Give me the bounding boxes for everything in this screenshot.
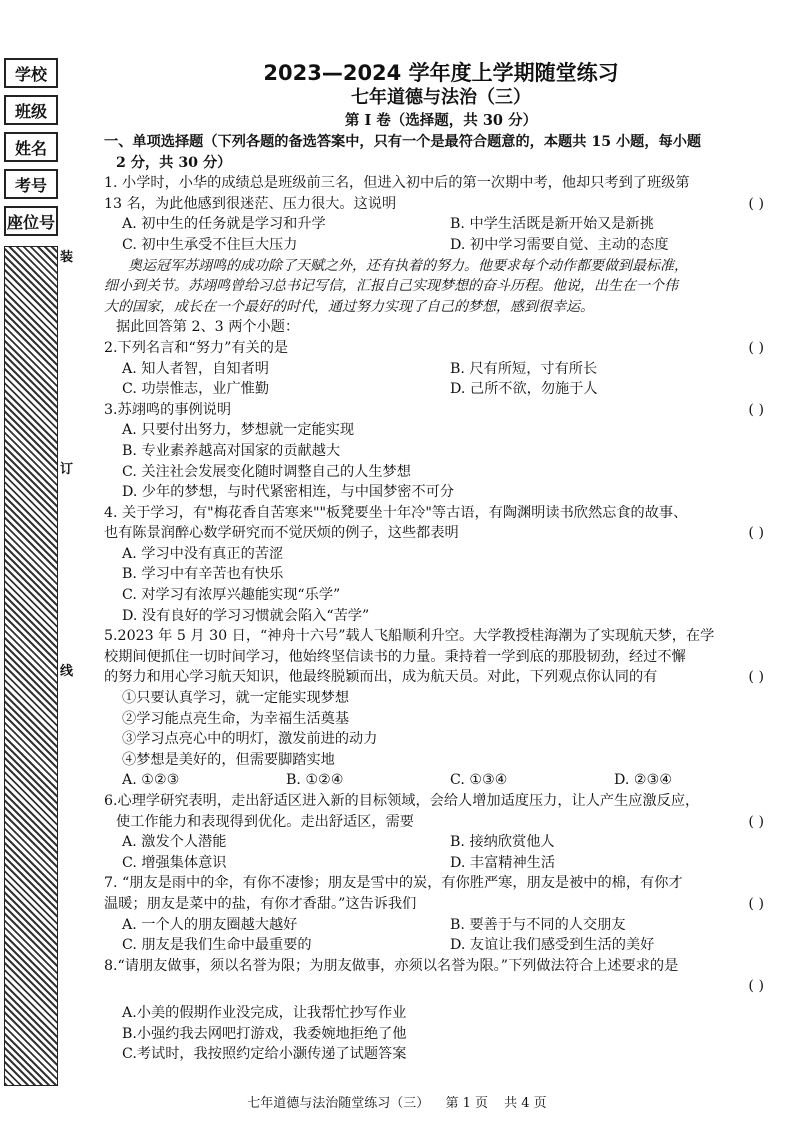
question-3: [104, 400, 778, 503]
question-8: [104, 956, 778, 1065]
binding-char-zhuang: 装: [60, 250, 74, 265]
seat-number-label: 座位号: [6, 212, 55, 232]
question-stem: 1. 小学时，小华的成绩总是班级前三名，但进入初中后的第一次期中考，他却只考到了班级第: [104, 175, 690, 192]
question-5: [104, 626, 778, 791]
binding-char-xian: 线: [60, 664, 74, 679]
question-stem: 6.心理学研究表明，走出舒适区进入新的目标领域，会给人增加适度压力，让人产生应激反应，: [104, 793, 700, 809]
name-label: 姓名: [14, 138, 47, 158]
option-b[interactable]: B. 学习中有辛苦也有快乐: [122, 566, 284, 583]
option-c[interactable]: C. 增强集体意识: [122, 854, 227, 871]
option-a[interactable]: A. 知人者智，自知者明: [122, 360, 269, 377]
option-c[interactable]: C. 朋友是我们生命中最重要的: [122, 937, 312, 954]
question-stem: 使工作能力和表现得到优化。走出舒适区，需要: [116, 813, 414, 830]
answer-bracket[interactable]: ( ): [748, 978, 764, 995]
question-stem: 也有陈景润醉心数学研究而不觉厌烦的例子，这些都表明: [104, 525, 459, 542]
question-1: [104, 173, 778, 255]
option-c[interactable]: C. 关注社会发展变化随时调整自己的人生梦想: [122, 463, 411, 480]
question-stem: 的努力和用心学习航天知识，他最终脱颖而出，成为航天员。对此，下列观点你认同的有: [104, 669, 658, 686]
section-heading: 第 I 卷（选择题，共 30 分）: [344, 112, 538, 129]
question-stem: 7. “朋友是雨中的伞，有你不凄惨；朋友是雪中的炭，有你胜严寒，朋友是被中的棉，有你才: [104, 875, 683, 892]
question-stem: 3.苏翊鸣的事例说明: [104, 401, 232, 418]
option-a[interactable]: A.小美的假期作业没完成，让我帮忙抄写作业: [122, 1004, 407, 1021]
page-number: 第 1 页: [445, 1096, 488, 1111]
option-c[interactable]: C. 功崇惟志，业广惟勤: [122, 381, 270, 398]
hatched-binding-area: [4, 246, 58, 1086]
answer-bracket[interactable]: ( ): [748, 525, 764, 542]
page-subtitle: 七年道德与法治（三）: [351, 87, 531, 108]
answer-bracket[interactable]: ( ): [748, 195, 764, 212]
option-a[interactable]: A. 初中生的任务就是学习和升学: [122, 216, 326, 233]
question-stem: 13 名，为此他感到很迷茫、压力很大。这说明: [104, 195, 397, 212]
instruction-line: 一、单项选择题（下列各题的备选答案中，只有一个是最符合题意的，本题共 15 小题，每小题: [104, 134, 702, 150]
question-4: [104, 503, 778, 627]
material-line: 细小到关节。苏翊鸣曾给习总书记写信，汇报自己实现梦想的奋斗历程。他说，出生在一个伟: [104, 278, 678, 295]
option-d[interactable]: D. 没有良好的学习习惯就会陷入“苦学”: [122, 607, 370, 624]
exam-number-field[interactable]: [4, 169, 58, 199]
total-pages: 共 4 页: [504, 1096, 547, 1111]
option-b[interactable]: B. 中学生活既是新开始又是新挑: [450, 216, 654, 233]
reading-material: [104, 256, 778, 318]
question-2: [104, 338, 778, 400]
option-b[interactable]: B. 要善于与不同的人交朋友: [450, 916, 626, 933]
material-instruction: 据此回答第 2、3 两个小题：: [116, 319, 300, 336]
question-stem: 2.下列名言和“努力”有关的是: [104, 339, 289, 356]
statement-3: ③学习点亮心中的明灯，激发前进的动力: [122, 731, 378, 748]
material-line: 大的国家，成长在一个最好的时代，通过努力实现了自己的梦想，感到很幸运。: [104, 298, 594, 315]
option-a[interactable]: A. 学习中没有真正的苦涩: [122, 545, 284, 562]
option-c[interactable]: C. ①③④: [450, 772, 508, 789]
option-b[interactable]: B. 尺有所短，寸有所长: [450, 360, 598, 377]
option-c[interactable]: C. 对学习有浓厚兴趣能实现“乐学”: [122, 587, 341, 604]
question-6: [104, 791, 778, 873]
option-c[interactable]: C. 初中生承受不住巨大压力: [122, 236, 298, 253]
option-d[interactable]: D. 少年的梦想，与时代紧密相连，与中国梦密不可分: [122, 484, 455, 501]
question-stem: 5.2023 年 5 月 30 日，“神舟十六号”载人飞船顺利升空。大学教授桂海潮为了实现航天梦，在学: [104, 628, 715, 645]
answer-bracket[interactable]: ( ): [748, 339, 764, 356]
page-footer: [0, 1092, 794, 1111]
statement-4: ④梦想是美好的，但需要脚踏实地: [122, 751, 335, 768]
option-d[interactable]: D. 己所不欲，勿施于人: [450, 381, 598, 398]
answer-bracket[interactable]: ( ): [748, 401, 764, 418]
option-a[interactable]: A. 激发个人潜能: [122, 834, 227, 851]
option-b[interactable]: B. 专业素养越高对国家的贡献越大: [122, 442, 341, 459]
school-label: 学校: [14, 64, 47, 84]
option-d[interactable]: D. 友谊让我们感受到生活的美好: [450, 937, 655, 954]
option-a[interactable]: A. 只要付出努力，梦想就一定能实现: [122, 422, 355, 439]
class-label: 班级: [14, 101, 47, 121]
option-c[interactable]: C.考试时，我按照约定给小灏传递了试题答案: [122, 1046, 407, 1063]
class-field[interactable]: [4, 95, 58, 125]
seat-number-field[interactable]: [4, 206, 58, 236]
question-stem: 4. 关于学习，有"梅花香自苦寒来""板凳要坐十年冷"等古语，有陶渊明读书欣然忘食的故事、: [104, 504, 688, 521]
option-b[interactable]: B. ①②④: [286, 772, 344, 789]
footer-title: 七年道德与法治随堂练习（三）: [247, 1096, 430, 1111]
question-stem: 8.“请朋友做事，须以名誉为限；为朋友做事，亦须以名誉为限。”下列做法符合上述要求的是: [104, 957, 679, 974]
exam-content: [104, 60, 778, 1065]
option-d[interactable]: D. ②③④: [614, 772, 673, 789]
question-stem: 温暖；朋友是菜中的盐，有你才香甜。”这告诉我们: [104, 895, 417, 912]
option-d[interactable]: D. 初中学习需要自觉、主动的态度: [450, 236, 669, 253]
exam-number-label: 考号: [14, 175, 47, 195]
option-a[interactable]: A. 一个人的朋友圈越大越好: [122, 916, 298, 933]
page-title: 2023—2024 学年度上学期随堂练习: [263, 61, 619, 85]
instruction-line: 2 分，共 30 分）: [116, 154, 232, 171]
statement-1: ①只要认真学习，就一定能实现梦想: [122, 690, 350, 707]
part1-instruction: [104, 132, 778, 173]
answer-bracket[interactable]: ( ): [748, 813, 764, 830]
name-field[interactable]: [4, 132, 58, 162]
option-b[interactable]: B.小强约我去网吧打游戏，我委婉地拒绝了他: [122, 1025, 407, 1042]
statement-2: ②学习能点亮生命，为幸福生活奠基: [122, 710, 350, 727]
answer-bracket[interactable]: ( ): [748, 669, 764, 686]
school-field[interactable]: [4, 58, 58, 88]
option-d[interactable]: D. 丰富精神生活: [450, 854, 556, 871]
question-7: [104, 873, 778, 955]
option-b[interactable]: B. 接纳欣赏他人: [450, 834, 555, 851]
question-stem: 校期间便抓住一切时间学习，他始终坚信读书的力量。秉持着一学到底的那股韧劲，经过不懈: [104, 648, 686, 665]
binding-strip: [0, 0, 74, 1123]
binding-char-ding: 订: [60, 462, 74, 477]
material-line: 奥运冠军苏翊鸣的成功除了天赋之外，还有执着的努力。他要求每个动作都要做到最标准，: [128, 257, 688, 274]
option-a[interactable]: A. ①②③: [122, 772, 180, 789]
answer-bracket[interactable]: ( ): [748, 895, 764, 912]
